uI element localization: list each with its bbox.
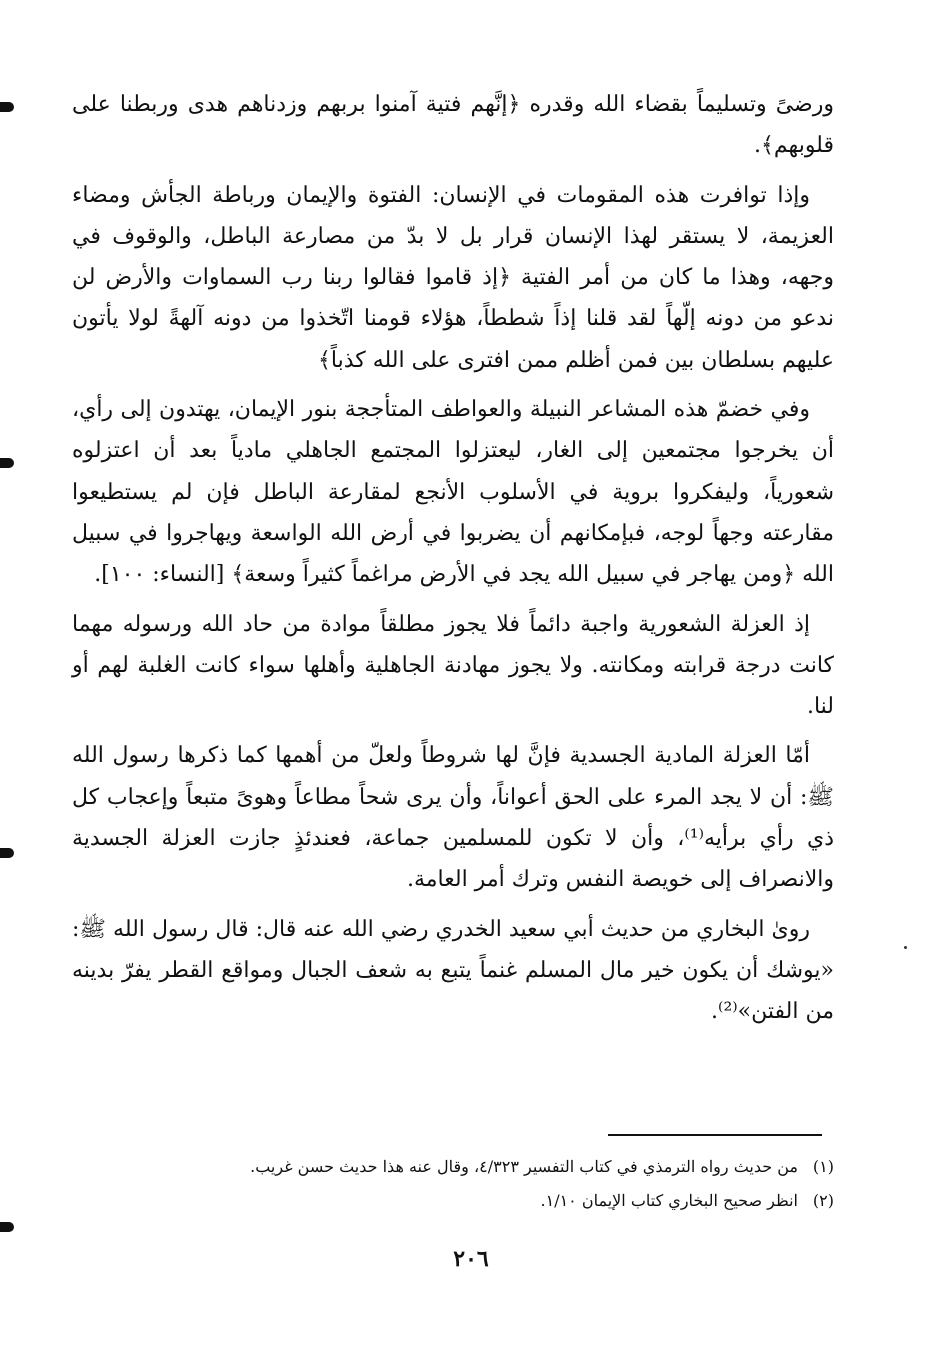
paragraph: وإذا توافرت هذه المقومات في الإنسان: الفتوة والإيمان ورباطة الجأش ومضاء العزيمة، لا يستقر لهذا الإنسان قرار بل لا بدّ من مصارعة الباطل، والوقوف في وجهه، وهذا ما كان من أمر الفتية ﴿إذ قاموا فقالوا ربنا رب السماوات والأرض لن ندعو من دونه إلّهاً لقد قلنا إذاً شططاً، هؤلاء قومنا اتّخذوا من دونه آلهةً لولا يأتون عليهم بسلطان بين فمن أظلم ممن افترى على الله كذباً﴾ (72, 182, 835, 373)
paragraph: ورضىً وتسليماً بقضاء الله وقدره ﴿إنَّهم فتية آمنوا بربهم وزدناهم هدى وربطنا على قلوبهم﴾. (72, 92, 834, 159)
binding-mark (0, 848, 14, 858)
paragraph: إذ العزلة الشعورية واجبة دائماً فلا يجوز مطلقاً موادة من حاد الله ورسوله مهما كانت درجة قرابته ومكانته. ولا يجوز مهادنة الجاهلية وأهلها سواء كانت الغلبة لهم أو لنا. (72, 611, 834, 720)
paragraph: وفي خضمّ هذه المشاعر النبيلة والعواطف المتأججة بنور الإيمان، يهتدون إلى رأي، أن يخرجوا مجتمعين إلى الغار، ليعتزلوا المجتمع الجاهلي مادياً بعد أن اعتزلوه شعورياً، وليفكروا بروية في الأسلوب الأنجع لمقارعة الباطل فإن لم يستطيعوا مقارعته وجهاً لوجه، فبإمكانهم أن يضربوا في أرض الله الواسعة ويهاجروا في سبيل الله ﴿ومن يهاجر في سبيل الله يجد في الأرض مراغماً كثيراً وسعة﴾ [النساء: ١٠٠]. (72, 397, 834, 588)
footnote (100, 1150, 834, 1184)
footnote-text: من حديث رواه الترمذي في كتاب التفسير ٤/٣٢٣، وقال عنه هذا حديث حسن غريب. (250, 1157, 798, 1176)
footnotes (100, 1150, 834, 1218)
body-text (72, 84, 834, 1041)
footnote-text: انظر صحيح البخاري كتاب الإيمان ١/١٠. (540, 1191, 798, 1210)
page-number: ٢٠٦ (453, 1246, 489, 1272)
binding-mark (0, 458, 14, 468)
paragraph: أمّا العزلة المادية الجسدية فإنَّ لها شروطاً ولعلّ من أهمها كما ذكرها رسول الله ﷺ: أن لا يجد المرء على الحق أعواناً، وأن يرى شحاً مطاعاً وهوىً متبعاً وإعجاب كل ذي رأي برأيه⁽¹⁾، وأن لا تكون للمسلمين جماعة، فعندئذٍ جازت العزلة الجسدية والانصراف إلى خويصة النفس وترك أمر العامة. (72, 743, 834, 893)
footnote (100, 1184, 834, 1218)
binding-mark (0, 1222, 14, 1232)
paragraph: روىٰ البخاري من حديث أبي سعيد الخدري رضي الله عنه قال: قال رسول الله ﷺ: «يوشك أن يكون خير مال المسلم غنماً يتبع به شعف الجبال ومواقع القطر يفرّ بدينه من الفتن»⁽²⁾. (72, 916, 834, 1025)
scan-speck (904, 946, 907, 949)
binding-mark (0, 102, 14, 112)
footnote-divider (608, 1134, 822, 1136)
footnote-number: (١) (812, 1157, 834, 1176)
footnote-number: (٢) (812, 1191, 834, 1210)
